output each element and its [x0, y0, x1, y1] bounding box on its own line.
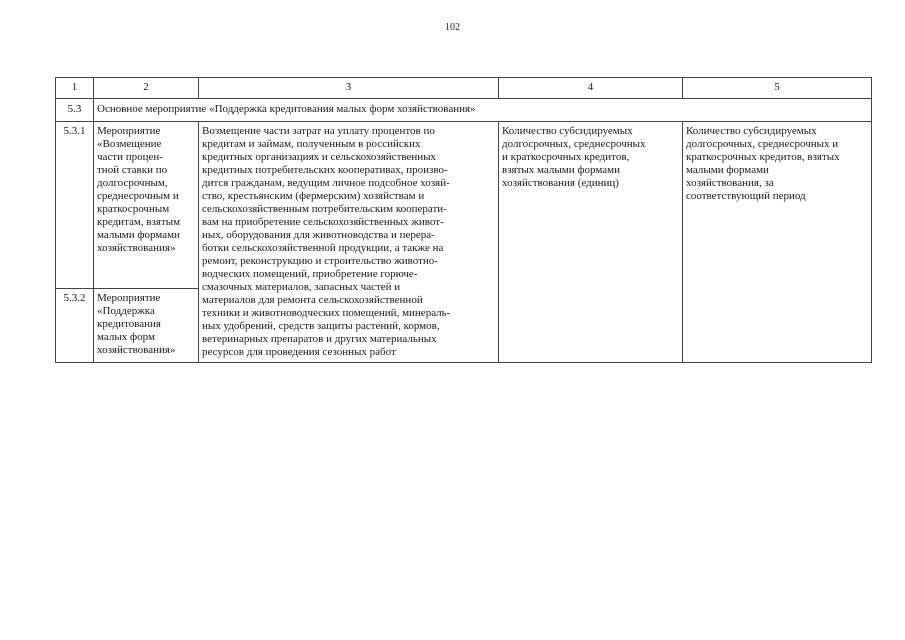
header-cell-4: 4 — [499, 78, 683, 99]
table-row — [56, 122, 872, 289]
indicator-target: Количество субсидируемых долгосрочных, среднесрочных и краткосрочных кредитов, взятых малыми формами хозяйствования, за соответствующий период — [683, 122, 872, 363]
header-cell-1: 1 — [56, 78, 94, 99]
header-cell-3: 3 — [199, 78, 499, 99]
section-row — [56, 99, 872, 122]
measure-name: Мероприятие «Возмещение части процен- тной ставки по долгосрочным, среднесрочным и краткосрочным кредитам, взятым малыми формами хозяйствования» — [94, 122, 199, 289]
table-header-row — [56, 78, 872, 99]
row-number: 5.3.1 — [56, 122, 94, 289]
measure-name: Мероприятие «Поддержка кредитования малых форм хозяйствования» — [94, 289, 199, 363]
measure-description: Возмещение части затрат на уплату процентов по кредитам и займам, полученным в российских кредитных организациях и сельскохозяйственных кредитных потребительских кооперативах, произво- дится гражданам, ведущим личное подсобное хозяй- ство, крестьянским (фермерским) хозяйствам и сельскохозяйственным потребительским кооперати- вам на приобретение сельскохозяйственных живот- ных, оборудования для животноводства и перера- ботки сельскохозяйственной продукции, а также на ремонт, реконструкцию и строительство животно- водческих помещений, приобретение горюче- смазочных материалов, запасных частей и материалов для ремонта сельскохозяйственной техники и животноводческих помещений, минераль- ных удобрений, средств защиты растений, кормов, ветеринарных препаратов и других материальных ресурсов для проведения сезонных работ — [199, 122, 499, 363]
indicator-name: Количество субсидируемых долгосрочных, среднесрочных и краткосрочных кредитов, взятых малыми формами хозяйствования (единиц) — [499, 122, 683, 363]
header-cell-2: 2 — [94, 78, 199, 99]
header-cell-5: 5 — [683, 78, 872, 99]
section-title: Основное мероприятие «Поддержка кредитования малых форм хозяйствования» — [94, 99, 872, 122]
section-number: 5.3 — [56, 99, 94, 122]
measures-table — [55, 77, 872, 363]
page-number: 102 — [445, 22, 460, 33]
row-number: 5.3.2 — [56, 289, 94, 363]
